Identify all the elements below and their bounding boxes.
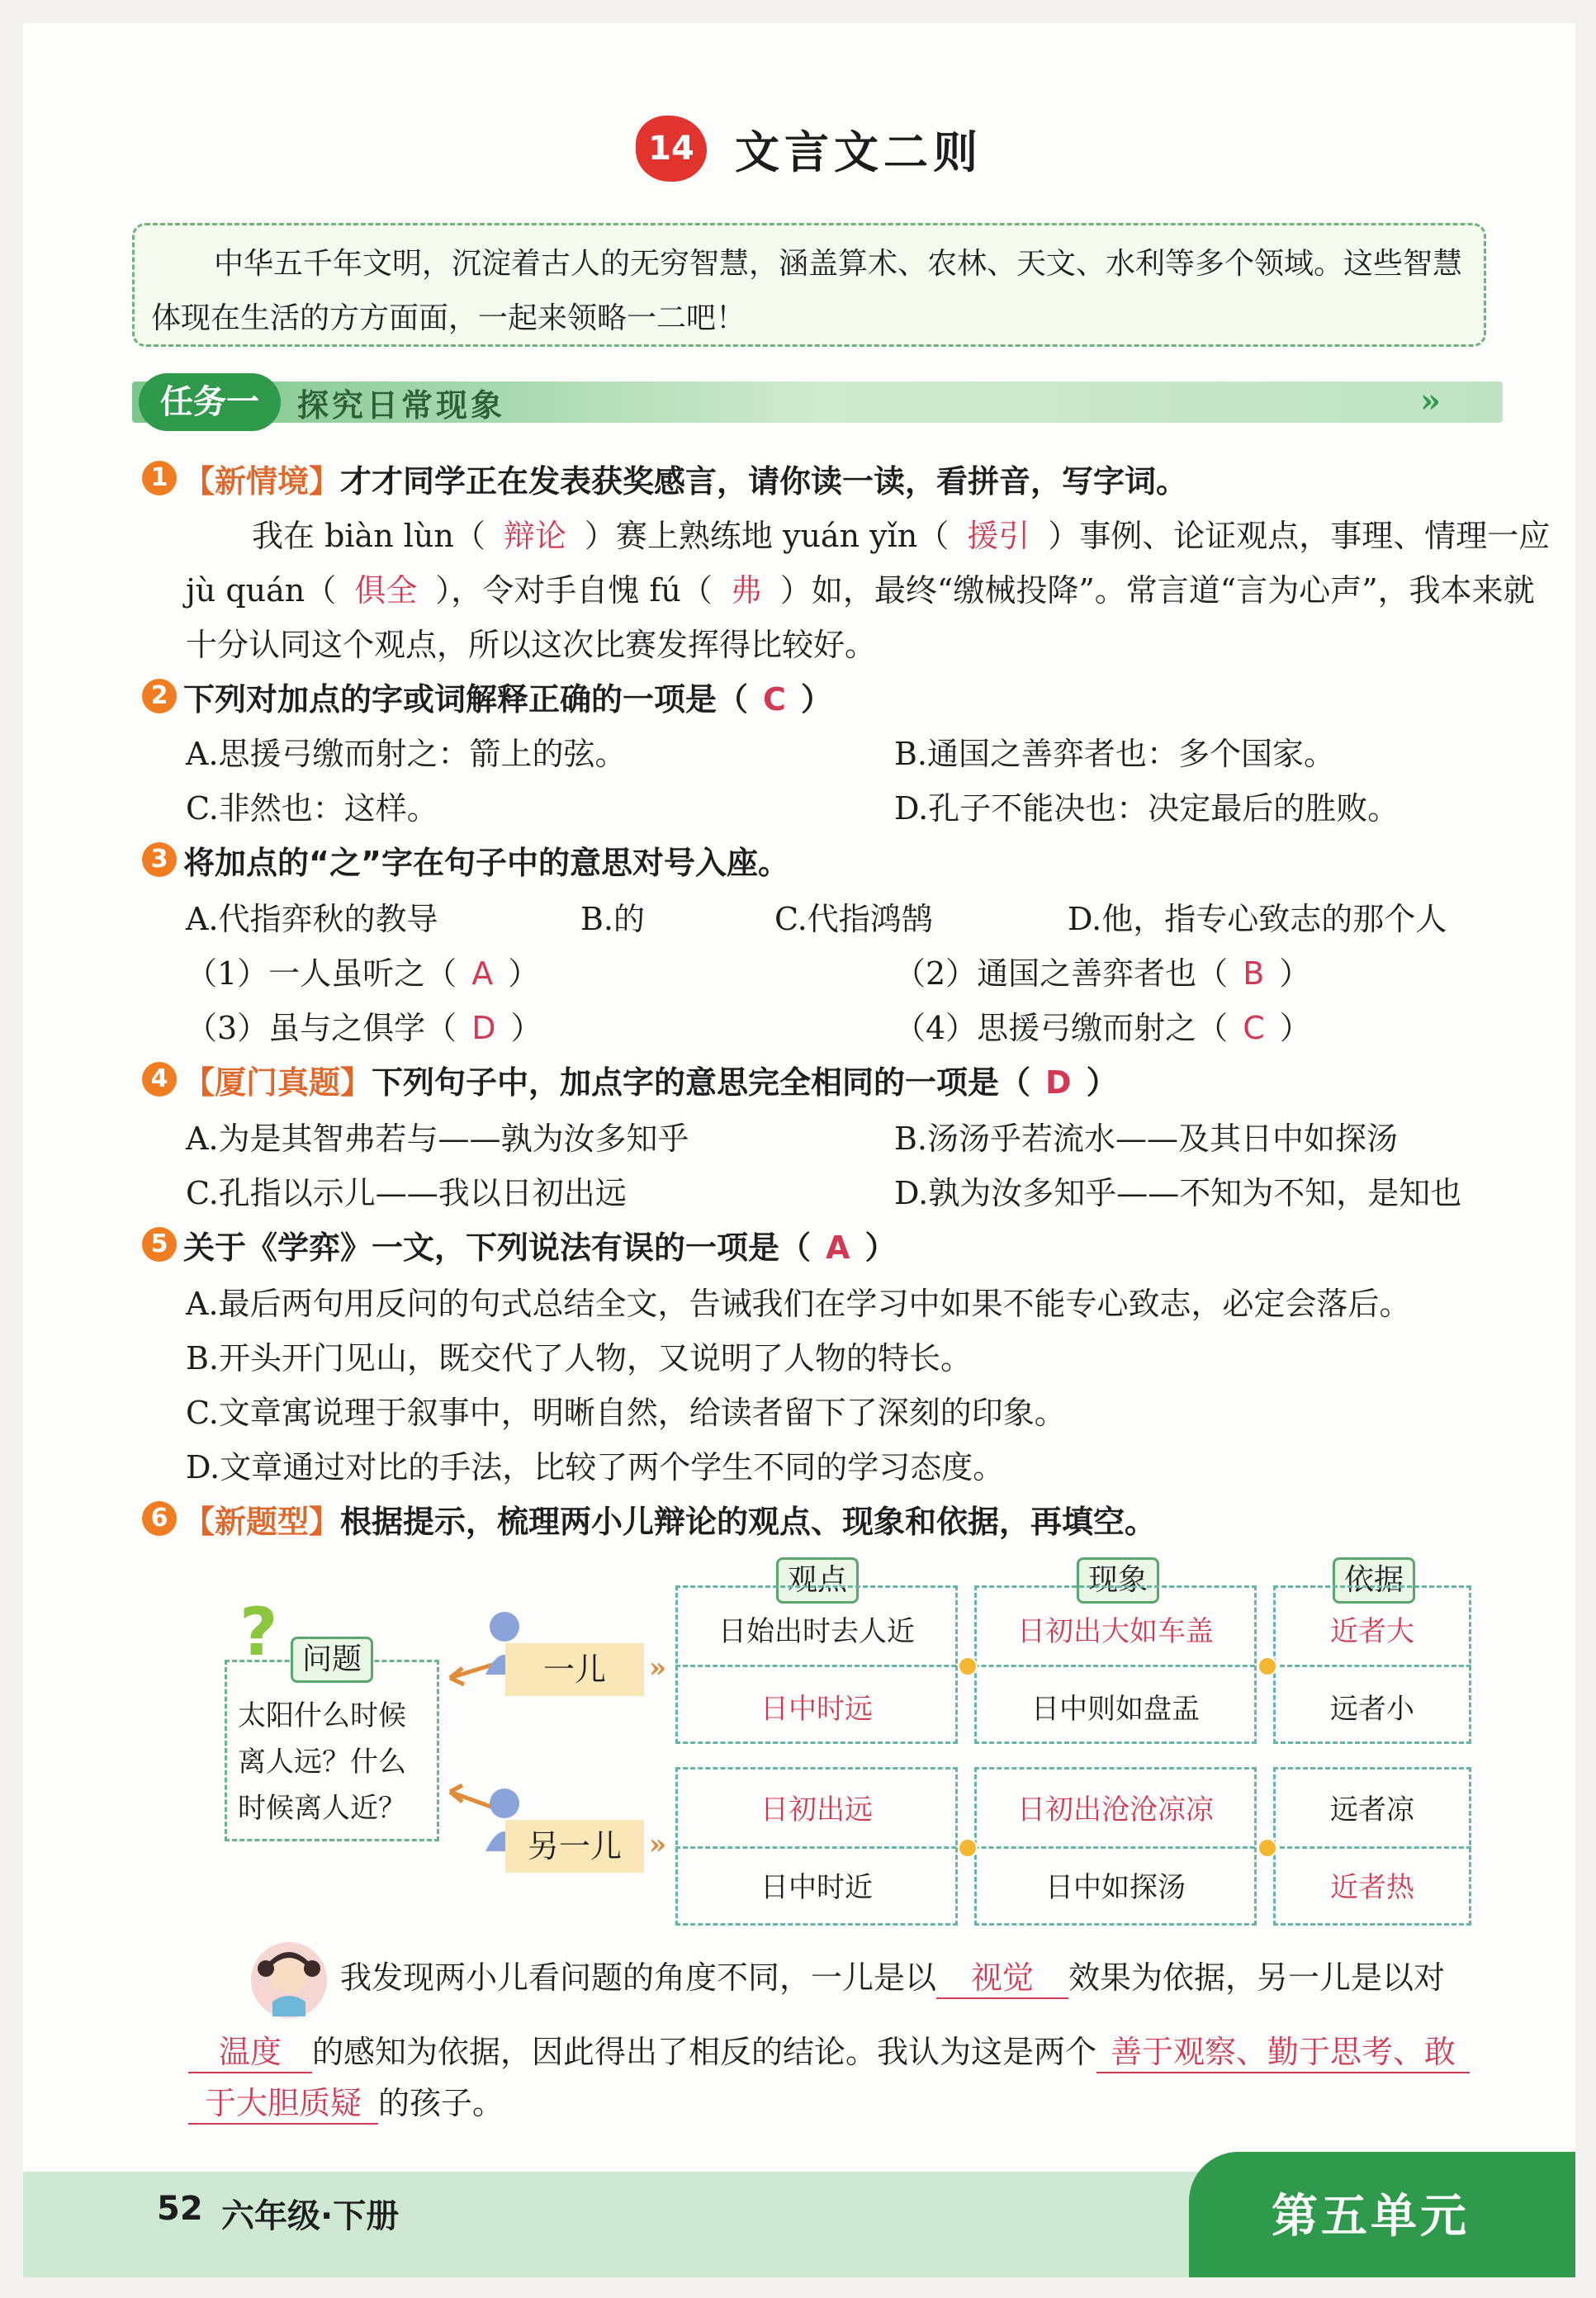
row-divider — [675, 1665, 1471, 1667]
summary-blank-1: 视觉 — [936, 1952, 1068, 1999]
q5-option-c: C.文章寓说理于叙事中，明晰自然，给读者留下了深刻的印象。 — [186, 1395, 1066, 1431]
q1-line-1 — [252, 510, 1550, 556]
child-one-label: 一儿 — [505, 1643, 644, 1696]
q2-option-c: C.非然也：这样。 — [186, 790, 438, 827]
question-mark-icon: ? — [239, 1594, 278, 1670]
q3-item-4 — [894, 1002, 1311, 1048]
q3-close: ） — [508, 955, 540, 992]
q1-text: jù quán（ — [186, 572, 337, 609]
summary-line-2 — [188, 2026, 1470, 2073]
q3-item-1 — [186, 948, 539, 993]
child1-phenomenon-2: 日中则如盘盂 — [1031, 1693, 1200, 1726]
q1-text: ），令对手自愧 fú（ — [435, 572, 713, 609]
q4-option-a: A.为是其智弗若与——孰为汝多知乎 — [186, 1121, 689, 1157]
question-number-6: 6 — [142, 1501, 177, 1536]
q4-option-c: C.孔指以示儿——我以日初出远 — [186, 1175, 627, 1211]
q6-stem — [183, 1496, 1156, 1542]
q2-stem — [183, 674, 832, 719]
q4-stem — [183, 1057, 1118, 1102]
q1-text: ）如，最终“缴械投降”。常言道“言为心声”，我本来就 — [779, 572, 1535, 609]
q1-stem — [183, 456, 1187, 501]
q5-stem-close: ） — [864, 1230, 897, 1266]
q3-option-c: C.代指鸿鹄 — [774, 901, 933, 937]
q2-option-a: A.思援弓缴而射之：箭上的弦。 — [186, 736, 627, 772]
connector-dot — [958, 1838, 978, 1858]
summary-line-1 — [340, 1952, 1445, 1999]
child2-phenomenon-2: 日中如探汤 — [1045, 1871, 1186, 1904]
q1-answer-3: 俱全 — [354, 572, 418, 609]
q5-stem-text: 关于《学弈》一文，下列说法有误的一项是（ — [183, 1230, 812, 1266]
child2-phenomenon-1: 日初出沧沧凉凉 — [1017, 1793, 1214, 1827]
grade-label: 六年级·下册 — [221, 2197, 400, 2235]
question-number-4: 4 — [142, 1062, 177, 1097]
q1-text: ）赛上熟练地 yuán yǐn（ — [584, 518, 950, 554]
summary-blank-3-cont: 于大胆质疑 — [188, 2078, 378, 2125]
summary-text: 效果为依据，另一儿是以对 — [1068, 1959, 1446, 1996]
q3-close: ） — [510, 1010, 542, 1046]
question-number-2: 2 — [142, 679, 177, 713]
q5-option-b: B.开头开门见山，既交代了人物，又说明了人物的特长。 — [186, 1340, 973, 1376]
q3-item-text: （4）思援弓缴而射之（ — [894, 1010, 1229, 1046]
girl-avatar-icon — [249, 1940, 329, 2020]
child2-view-1: 日初出远 — [760, 1793, 873, 1827]
header-view: 观点 — [776, 1557, 859, 1604]
task-title: 探究日常现象 — [297, 387, 506, 424]
child1-basis-1: 近者大 — [1330, 1615, 1414, 1648]
unit-label: 第五单元 — [1272, 2190, 1470, 2244]
child2-basis-1: 远者凉 — [1330, 1793, 1414, 1827]
question-label: 问题 — [291, 1637, 373, 1683]
chevron-icon: » — [649, 1828, 667, 1861]
child1-view-1: 日始出时去人近 — [718, 1615, 915, 1648]
q3-option-a: A.代指弈秋的教导 — [186, 901, 438, 937]
connector-dot — [1257, 1656, 1277, 1676]
q3-option-b: B.的 — [580, 901, 646, 937]
question-text-line: 太阳什么时候 — [238, 1699, 406, 1732]
q5-answer: A — [826, 1230, 850, 1266]
header-phenomenon: 现象 — [1077, 1557, 1159, 1604]
q2-stem-close: ） — [800, 681, 832, 718]
question-text-line: 离人远？什么 — [238, 1746, 406, 1779]
summary-line-3 — [188, 2078, 504, 2125]
q1-text: ）事例、论证观点，事理、情理一应 — [1048, 518, 1551, 554]
q1-line-2 — [186, 565, 1535, 610]
connector-dot — [958, 1656, 978, 1676]
q1-line-3: 十分认同这个观点，所以这次比赛发挥得比较好。 — [186, 627, 877, 663]
intro-box — [132, 223, 1486, 347]
connector-dot — [1257, 1838, 1277, 1858]
q3-item-2 — [894, 948, 1310, 993]
intro-text: 中华五千年文明，沉淀着古人的无穷智慧，涵盖算术、农林、天文、水利等多个领域。这些智慧体现在生活的方方面面，一起来领略一二吧！ — [151, 247, 1463, 335]
question-text — [238, 1693, 406, 1831]
question-number-1: 1 — [142, 461, 177, 495]
q6-stem-text: 根据提示，梳理两小儿辩论的观点、现象和依据，再填空。 — [340, 1504, 1157, 1540]
q2-option-b: B.通国之善弈者也：多个国家。 — [894, 736, 1336, 772]
q4-tag: 【厦门真题】 — [183, 1064, 372, 1101]
child1-view-2: 日中时远 — [760, 1693, 873, 1726]
summary-blank-2: 温度 — [188, 2026, 312, 2073]
q4-answer: D — [1045, 1064, 1072, 1101]
question-number-5: 5 — [142, 1227, 177, 1262]
q3-option-d: D.他，指专心致志的那个人 — [1068, 901, 1447, 937]
q3-close: ） — [1279, 955, 1311, 992]
summary-text: 的孩子。 — [378, 2085, 504, 2121]
q3-close: ） — [1279, 1010, 1311, 1046]
q1-tag: 【新情境】 — [183, 463, 341, 500]
q2-stem-text: 下列对加点的字或词解释正确的一项是（ — [183, 681, 749, 718]
q5-option-a: A.最后两句用反问的句式总结全文，告诫我们在学习中如果不能专心致志，必定会落后。 — [186, 1286, 1411, 1322]
q6-tag: 【新题型】 — [183, 1504, 341, 1540]
q3-item-text: （1）一人虽听之（ — [186, 955, 457, 992]
summary-blank-3: 善于观察、勤于思考、敢 — [1096, 2026, 1470, 2073]
q4-option-d: D.孰为汝多知乎——不知为不知，是知也 — [894, 1175, 1462, 1211]
child2-view-2: 日中时近 — [760, 1871, 873, 1904]
child2-basis-2: 近者热 — [1330, 1871, 1414, 1904]
q1-answer-1: 辩论 — [503, 518, 566, 554]
chevron-icon: » — [649, 1651, 667, 1684]
summary-text: 我发现两小儿看问题的角度不同，一儿是以 — [340, 1959, 937, 1996]
q3-stem: 将加点的“之”字在句子中的意思对号入座。 — [183, 845, 789, 881]
q1-answer-4: 弗 — [730, 572, 762, 609]
lesson-number-badge: 14 — [636, 116, 707, 182]
page-number: 52 — [157, 2190, 203, 2228]
q3-item-text: （2）通国之善弈者也（ — [894, 955, 1229, 992]
q5-stem — [183, 1222, 896, 1267]
q3-answer-1: A — [471, 955, 494, 992]
child-two-label: 另一儿 — [505, 1820, 644, 1873]
q5-option-d: D.文章通过对比的手法，比较了两个学生不同的学习态度。 — [186, 1449, 1005, 1485]
row-divider — [675, 1846, 1471, 1849]
q4-option-b: B.汤汤乎若流水——及其日中如探汤 — [894, 1121, 1399, 1157]
child1-basis-2: 远者小 — [1330, 1693, 1414, 1726]
q3-answer-2: B — [1243, 955, 1265, 992]
q3-item-text: （3）虽与之俱学（ — [186, 1010, 457, 1046]
q4-stem-close: ） — [1086, 1064, 1118, 1101]
header-basis: 依据 — [1333, 1557, 1415, 1604]
summary-text: 的感知为依据，因此得出了相反的结论。我认为这是两个 — [312, 2034, 1097, 2070]
double-chevron-icon: » — [1420, 381, 1441, 420]
q3-answer-4: C — [1243, 1010, 1265, 1046]
q2-answer: C — [763, 681, 786, 718]
task-label: 任务一 — [139, 373, 281, 431]
question-text-line: 时候离人近？ — [238, 1792, 406, 1825]
child1-phenomenon-1: 日初出大如车盖 — [1017, 1615, 1214, 1648]
q3-item-3 — [186, 1002, 542, 1048]
q1-answer-2: 援引 — [967, 518, 1030, 554]
question-number-3: 3 — [142, 842, 177, 877]
q4-stem-text: 下列句子中，加点字的意思完全相同的一项是（ — [372, 1064, 1031, 1101]
q3-answer-3: D — [471, 1010, 496, 1046]
q1-stem-text: 才才同学正在发表获奖感言，请你读一读，看拼音，写字词。 — [340, 463, 1188, 500]
q1-text: 我在 biàn lùn（ — [252, 518, 485, 554]
lesson-title: 文言文二则 — [735, 126, 983, 178]
q2-option-d: D.孔子不能决也：决定最后的胜败。 — [894, 790, 1399, 827]
